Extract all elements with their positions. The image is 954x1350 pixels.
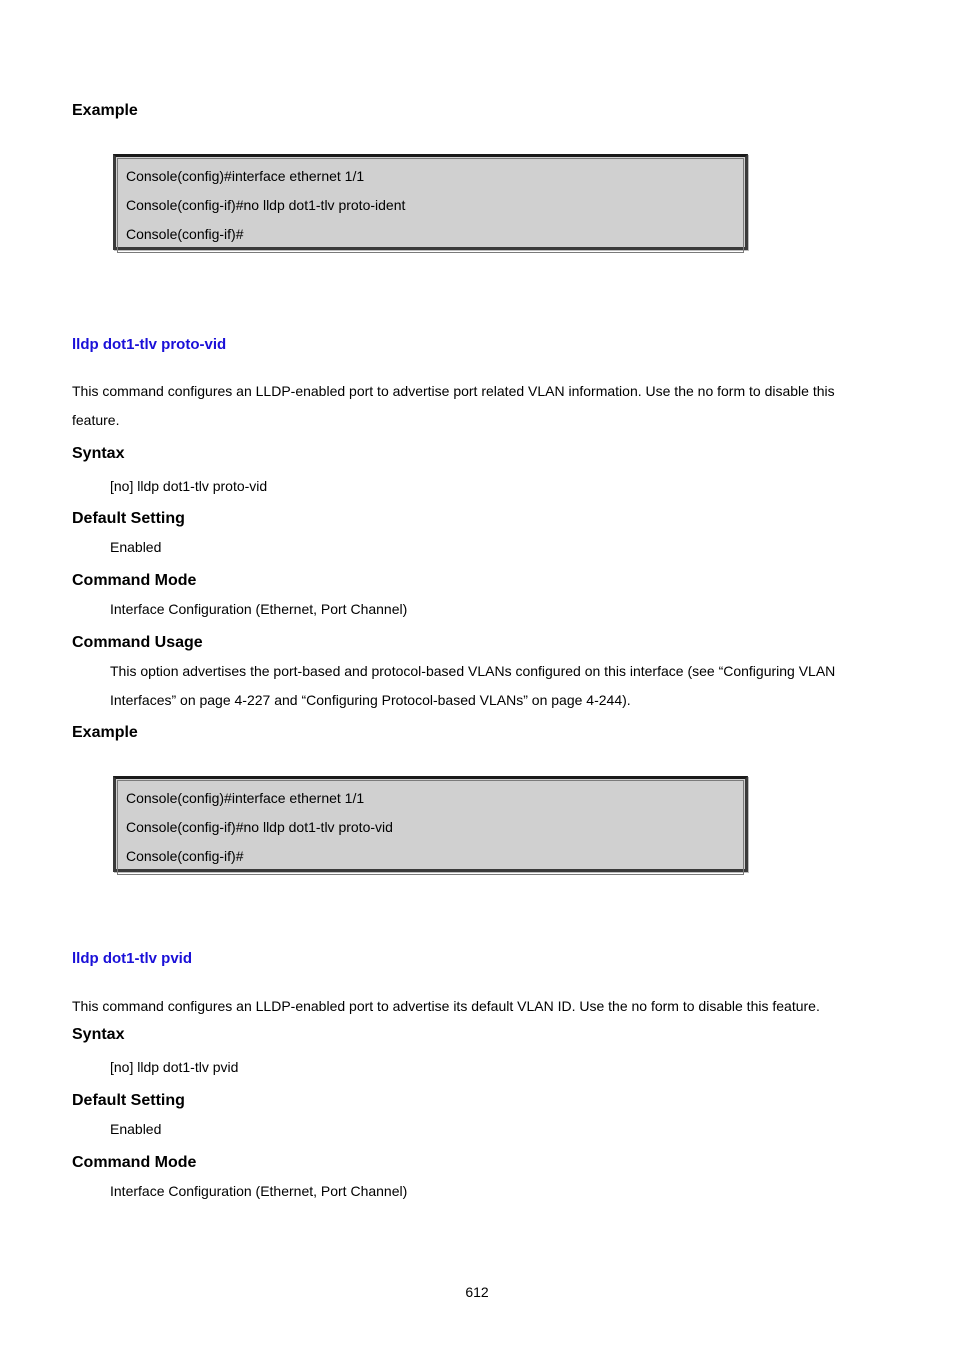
example-heading: Example bbox=[72, 102, 138, 119]
example-heading: Example bbox=[72, 724, 138, 741]
console-example-box bbox=[113, 776, 748, 872]
default-setting-text: Enabled bbox=[110, 1121, 162, 1137]
command-mode-heading: Command Mode bbox=[72, 572, 197, 589]
console-example-box bbox=[113, 154, 748, 250]
default-setting-heading: Default Setting bbox=[72, 1092, 185, 1109]
syntax-text: [no] lldp dot1-tlv proto-vid bbox=[110, 478, 268, 494]
default-setting-heading: Default Setting bbox=[72, 510, 185, 527]
command-mode-heading: Command Mode bbox=[72, 1154, 197, 1171]
command-title: lldp dot1-tlv pvid bbox=[72, 950, 192, 967]
console-line: Console(config-if)# bbox=[126, 848, 244, 864]
command-usage-heading: Command Usage bbox=[72, 634, 203, 651]
command-description: This command configures an LLDP-enabled port to advertise its default VLAN ID. Use the no form to disable this feature. bbox=[72, 998, 820, 1014]
command-mode-text: Interface Configuration (Ethernet, Port Channel) bbox=[110, 1183, 408, 1199]
command-usage-text: This option advertises the port-based and protocol-based VLANs configured on this interface (see “Configuring VLAN Interfaces” on page 4-227 and “Configuring Protocol-based VLANs” on page 4-244). bbox=[110, 663, 836, 708]
command-title: lldp dot1-tlv proto-vid bbox=[72, 336, 227, 353]
console-line: Console(config)#interface ethernet 1/1 bbox=[126, 168, 365, 184]
console-line: Console(config)#interface ethernet 1/1 bbox=[126, 790, 365, 806]
console-line: Console(config-if)# bbox=[126, 226, 244, 242]
command-description: This command configures an LLDP-enabled port to advertise port related VLAN information. Use the no form to disable this feature. bbox=[72, 383, 835, 428]
console-line: Console(config-if)#no lldp dot1-tlv proto-ident bbox=[126, 197, 406, 213]
syntax-heading: Syntax bbox=[72, 1026, 125, 1043]
syntax-heading: Syntax bbox=[72, 445, 125, 462]
page-number: 612 bbox=[465, 1284, 489, 1300]
command-mode-text: Interface Configuration (Ethernet, Port Channel) bbox=[110, 601, 408, 617]
syntax-text: [no] lldp dot1-tlv pvid bbox=[110, 1059, 239, 1075]
console-line: Console(config-if)#no lldp dot1-tlv proto-vid bbox=[126, 819, 393, 835]
default-setting-text: Enabled bbox=[110, 539, 162, 555]
